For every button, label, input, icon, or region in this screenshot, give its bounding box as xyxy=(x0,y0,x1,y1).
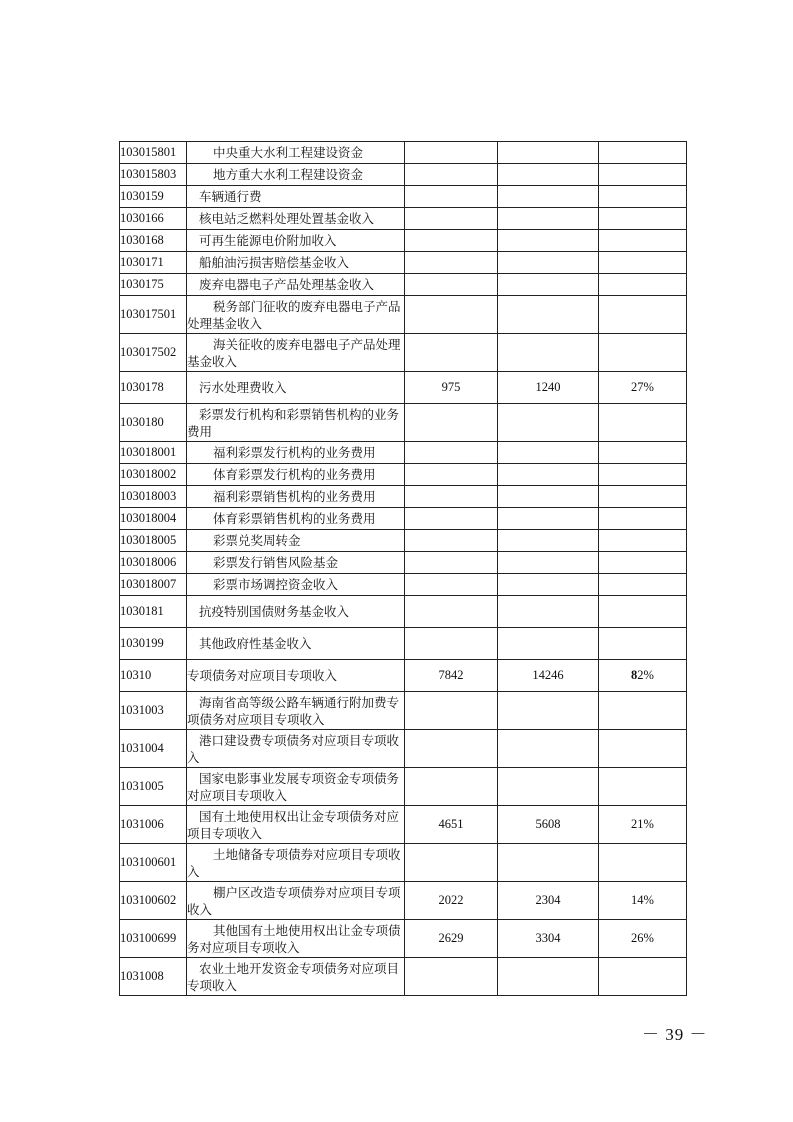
row-value-a xyxy=(405,730,498,768)
row-code: 103100601 xyxy=(120,844,187,882)
row-value-a xyxy=(405,296,498,334)
row-value-a xyxy=(405,508,498,530)
table-row xyxy=(120,882,687,920)
row-code: 1031003 xyxy=(120,692,187,730)
row-code: 103018007 xyxy=(120,574,187,596)
row-value-c xyxy=(599,142,687,164)
row-name: 废弃电器电子产品处理基金收入 xyxy=(187,274,405,296)
row-value-c xyxy=(599,628,687,660)
row-value-b xyxy=(498,164,599,186)
row-value-c: 21% xyxy=(599,806,687,844)
row-value-b: 2304 xyxy=(498,882,599,920)
table-row xyxy=(120,628,687,660)
row-code: 103018003 xyxy=(120,486,187,508)
table-row xyxy=(120,186,687,208)
row-value-b xyxy=(498,296,599,334)
row-value-b xyxy=(498,208,599,230)
row-name: 土地储备专项债券对应项目专项收入 xyxy=(187,844,405,882)
table-row xyxy=(120,442,687,464)
row-name: 彩票市场调控资金收入 xyxy=(187,574,405,596)
row-value-a xyxy=(405,574,498,596)
row-name: 彩票发行机构和彩票销售机构的业务费用 xyxy=(187,404,405,442)
row-value-a xyxy=(405,404,498,442)
row-name: 海关征收的废弃电器电子产品处理基金收入 xyxy=(187,334,405,372)
row-value-b xyxy=(498,442,599,464)
row-value-c xyxy=(599,442,687,464)
table-row xyxy=(120,464,687,486)
table-row xyxy=(120,574,687,596)
table-row xyxy=(120,530,687,552)
table-row xyxy=(120,552,687,574)
row-value-a: 975 xyxy=(405,372,498,404)
row-value-a: 2629 xyxy=(405,920,498,958)
row-value-a xyxy=(405,334,498,372)
row-code: 103018004 xyxy=(120,508,187,530)
row-value-a: 4651 xyxy=(405,806,498,844)
row-value-a xyxy=(405,186,498,208)
table-row xyxy=(120,958,687,996)
row-name: 税务部门征收的废弃电器电子产品处理基金收入 xyxy=(187,296,405,334)
row-value-a xyxy=(405,692,498,730)
row-value-b xyxy=(498,844,599,882)
row-name: 专项债务对应项目专项收入 xyxy=(187,660,405,692)
row-code: 1031005 xyxy=(120,768,187,806)
row-value-a xyxy=(405,552,498,574)
table-row xyxy=(120,844,687,882)
row-value-c: 26% xyxy=(599,920,687,958)
row-code: 103018006 xyxy=(120,552,187,574)
row-value-a: 7842 xyxy=(405,660,498,692)
table-row xyxy=(120,334,687,372)
row-name: 国家电影事业发展专项资金专项债务对应项目专项收入 xyxy=(187,768,405,806)
row-value-b xyxy=(498,768,599,806)
row-code: 1030159 xyxy=(120,186,187,208)
row-code: 103015803 xyxy=(120,164,187,186)
row-value-b: 14246 xyxy=(498,660,599,692)
row-value-b xyxy=(498,552,599,574)
page-number: － 39 － xyxy=(642,1025,708,1044)
row-value-c xyxy=(599,574,687,596)
row-value-a xyxy=(405,252,498,274)
row-value-b xyxy=(498,730,599,768)
row-name: 体育彩票销售机构的业务费用 xyxy=(187,508,405,530)
table-row xyxy=(120,274,687,296)
row-value-c xyxy=(599,486,687,508)
row-code: 1030166 xyxy=(120,208,187,230)
row-code: 1030178 xyxy=(120,372,187,404)
row-value-b xyxy=(498,186,599,208)
row-code: 1030180 xyxy=(120,404,187,442)
row-value-c xyxy=(599,230,687,252)
row-value-a xyxy=(405,142,498,164)
row-code: 103017501 xyxy=(120,296,187,334)
row-value-a xyxy=(405,274,498,296)
row-value-a xyxy=(405,530,498,552)
table-row xyxy=(120,768,687,806)
row-name: 福利彩票发行机构的业务费用 xyxy=(187,442,405,464)
row-value-c xyxy=(599,958,687,996)
table-row xyxy=(120,692,687,730)
row-value-c xyxy=(599,252,687,274)
table-row xyxy=(120,404,687,442)
row-name: 体育彩票发行机构的业务费用 xyxy=(187,464,405,486)
row-code: 1031004 xyxy=(120,730,187,768)
row-code: 103100602 xyxy=(120,882,187,920)
row-value-b xyxy=(498,252,599,274)
row-name: 污水处理费收入 xyxy=(187,372,405,404)
row-code: 103018005 xyxy=(120,530,187,552)
row-code: 1030199 xyxy=(120,628,187,660)
row-value-b: 5608 xyxy=(498,806,599,844)
budget-table xyxy=(119,141,687,996)
row-code: 10310 xyxy=(120,660,187,692)
row-name: 农业土地开发资金专项债务对应项目专项收入 xyxy=(187,958,405,996)
row-value-a xyxy=(405,164,498,186)
table-row xyxy=(120,730,687,768)
row-code: 103018001 xyxy=(120,442,187,464)
row-code: 103100699 xyxy=(120,920,187,958)
row-value-c xyxy=(599,508,687,530)
row-value-c xyxy=(599,692,687,730)
row-code: 1030181 xyxy=(120,596,187,628)
table-row xyxy=(120,296,687,334)
row-value-a xyxy=(405,486,498,508)
table-row xyxy=(120,372,687,404)
row-code: 1030175 xyxy=(120,274,187,296)
table-row xyxy=(120,142,687,164)
row-value-a: 2022 xyxy=(405,882,498,920)
row-name: 车辆通行费 xyxy=(187,186,405,208)
row-value-b xyxy=(498,230,599,252)
row-value-b xyxy=(498,692,599,730)
row-value-b xyxy=(498,486,599,508)
row-value-b xyxy=(498,596,599,628)
row-value-a xyxy=(405,230,498,252)
row-value-a xyxy=(405,464,498,486)
row-value-c xyxy=(599,404,687,442)
row-code: 103018002 xyxy=(120,464,187,486)
row-value-b: 1240 xyxy=(498,372,599,404)
row-code: 1030171 xyxy=(120,252,187,274)
row-value-a xyxy=(405,958,498,996)
row-value-b xyxy=(498,574,599,596)
row-value-c xyxy=(599,464,687,486)
row-value-a xyxy=(405,768,498,806)
table-row xyxy=(120,164,687,186)
table-row xyxy=(120,252,687,274)
row-name: 其他政府性基金收入 xyxy=(187,628,405,660)
table-row xyxy=(120,486,687,508)
row-code: 1031006 xyxy=(120,806,187,844)
row-code: 1031008 xyxy=(120,958,187,996)
row-name: 中央重大水利工程建设资金 xyxy=(187,142,405,164)
row-value-a xyxy=(405,628,498,660)
row-value-b xyxy=(498,404,599,442)
row-value-c xyxy=(599,768,687,806)
value-c-bold-digit: 8 xyxy=(631,668,638,682)
row-name: 核电站乏燃料处理处置基金收入 xyxy=(187,208,405,230)
value-c-rest: 2% xyxy=(637,668,654,682)
row-name: 地方重大水利工程建设资金 xyxy=(187,164,405,186)
row-name: 海南省高等级公路车辆通行附加费专项债务对应项目专项收入 xyxy=(187,692,405,730)
row-value-b xyxy=(498,142,599,164)
row-value-c xyxy=(599,208,687,230)
row-value-b xyxy=(498,334,599,372)
row-value-b: 3304 xyxy=(498,920,599,958)
row-value-c xyxy=(599,530,687,552)
row-value-c xyxy=(599,730,687,768)
row-value-c xyxy=(599,274,687,296)
table-row xyxy=(120,508,687,530)
row-value-b xyxy=(498,628,599,660)
row-value-a xyxy=(405,208,498,230)
row-value-b xyxy=(498,958,599,996)
row-code: 103015801 xyxy=(120,142,187,164)
row-value-c xyxy=(599,552,687,574)
row-value-c xyxy=(599,334,687,372)
table-row xyxy=(120,660,687,692)
row-value-c xyxy=(599,186,687,208)
table-row xyxy=(120,230,687,252)
row-value-b xyxy=(498,508,599,530)
row-value-b xyxy=(498,274,599,296)
row-value-c xyxy=(599,844,687,882)
row-value-c: 14% xyxy=(599,882,687,920)
row-name: 棚户区改造专项债券对应项目专项收入 xyxy=(187,882,405,920)
row-value-b xyxy=(498,530,599,552)
table-row xyxy=(120,806,687,844)
row-name: 彩票兑奖周转金 xyxy=(187,530,405,552)
row-name: 抗疫特别国债财务基金收入 xyxy=(187,596,405,628)
row-value-c xyxy=(599,660,687,692)
row-name: 其他国有土地使用权出让金专项债务对应项目专项收入 xyxy=(187,920,405,958)
row-code: 103017502 xyxy=(120,334,187,372)
row-value-c xyxy=(599,596,687,628)
row-value-a xyxy=(405,596,498,628)
row-value-b xyxy=(498,464,599,486)
row-value-c xyxy=(599,296,687,334)
row-value-c xyxy=(599,164,687,186)
table-row xyxy=(120,596,687,628)
row-code: 1030168 xyxy=(120,230,187,252)
row-name: 国有土地使用权出让金专项债务对应项目专项收入 xyxy=(187,806,405,844)
row-name: 船舶油污损害赔偿基金收入 xyxy=(187,252,405,274)
row-name: 福利彩票销售机构的业务费用 xyxy=(187,486,405,508)
row-name: 港口建设费专项债务对应项目专项收入 xyxy=(187,730,405,768)
row-value-a xyxy=(405,442,498,464)
row-name: 可再生能源电价附加收入 xyxy=(187,230,405,252)
row-value-c: 27% xyxy=(599,372,687,404)
row-value-a xyxy=(405,844,498,882)
table-row xyxy=(120,208,687,230)
row-name: 彩票发行销售风险基金 xyxy=(187,552,405,574)
table-row xyxy=(120,920,687,958)
